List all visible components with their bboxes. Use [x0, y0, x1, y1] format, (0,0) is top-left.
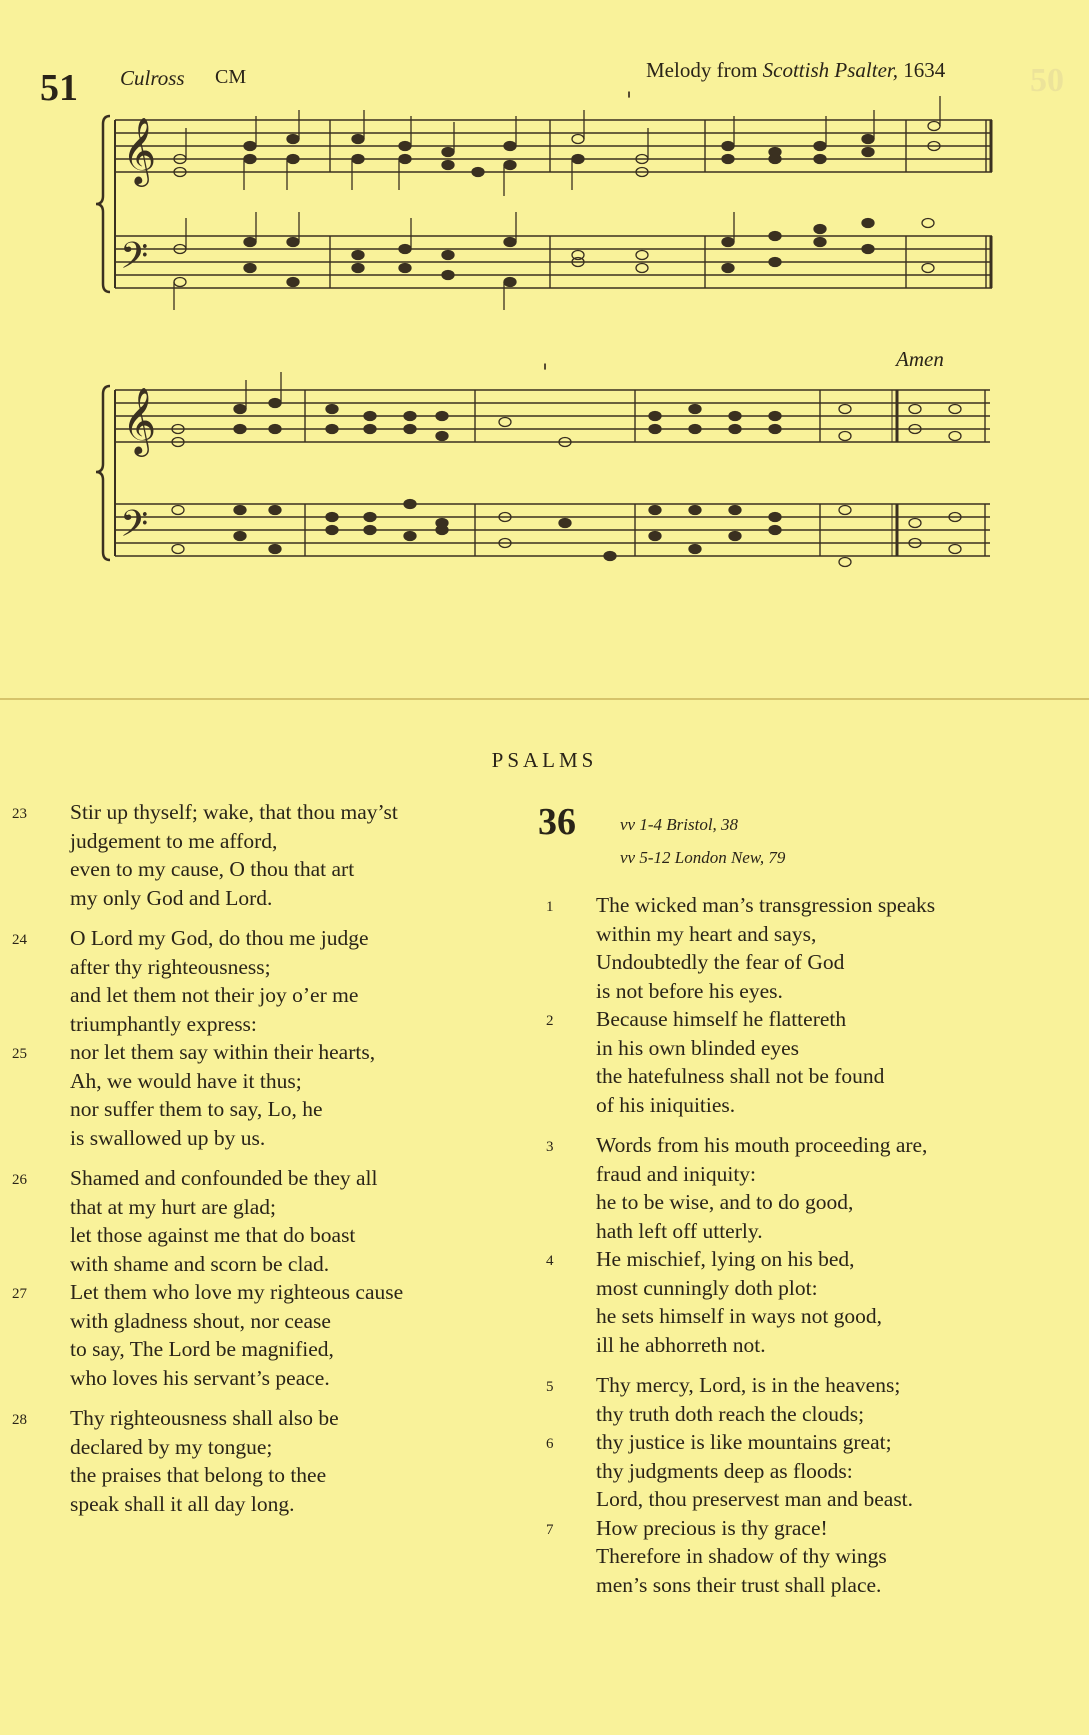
verse-line: nor let them say within their hearts, — [70, 1040, 376, 1064]
tune-reference-2: vv 5-12 London New, 79 — [620, 848, 786, 867]
verse-number: 26 — [12, 1172, 27, 1188]
verse-line: that at my hurt are glad; — [70, 1194, 276, 1219]
verse-line: even to my cause, O thou that art — [70, 857, 355, 881]
verse-line: Thy mercy, Lord, is in the heavens; — [596, 1373, 901, 1397]
verse-line: O Lord my God, do thou me judge — [70, 926, 369, 950]
section-title: PSALMS — [491, 748, 598, 772]
verse — [546, 1245, 935, 1359]
verse-line: the hatefulness shall not be found — [596, 1064, 885, 1088]
verse — [12, 798, 403, 912]
tune-name: Culross — [120, 66, 185, 90]
verse-line: triumphantly express: — [70, 1011, 257, 1036]
verse — [546, 1428, 935, 1514]
verse — [546, 1514, 935, 1600]
verse-line: Thy righteousness shall also be — [70, 1406, 339, 1430]
left-column — [12, 798, 404, 1518]
verse-line: men’s sons their trust shall place. — [596, 1572, 882, 1597]
verse-line: in his own blinded eyes — [596, 1035, 800, 1060]
verse-line: He mischief, lying on his bed, — [596, 1247, 855, 1271]
tune-meter: CM — [215, 66, 247, 88]
verse-line: nor suffer them to say, Lo, he — [70, 1097, 323, 1121]
verse-line: Because himself he flattereth — [596, 1007, 847, 1031]
verse — [546, 1005, 935, 1119]
verse-line: after thy righteousness; — [70, 954, 271, 979]
verse-number: 24 — [12, 932, 27, 948]
verse-line: with shame and scorn be clad. — [70, 1251, 330, 1276]
verse — [546, 1131, 935, 1245]
notes — [172, 96, 961, 567]
verse-line: fraud and iniquity: — [596, 1161, 757, 1186]
verse-number: 4 — [546, 1253, 554, 1269]
amen-label: Amen — [896, 347, 944, 371]
verse-line: is swallowed up by us. — [70, 1125, 266, 1150]
verse-line: Lord, thou preservest man and beast. — [596, 1487, 914, 1511]
verse — [12, 1278, 404, 1392]
verse-number: 23 — [12, 806, 27, 822]
verse-line: who loves his servant’s peace. — [70, 1365, 330, 1390]
verse-line: and let them not their joy o’er me — [70, 983, 359, 1007]
ghost-hymn-number: 50 — [1030, 62, 1064, 99]
hymn-number: 51 — [40, 67, 78, 109]
verse-line: Stir up thyself; wake, that thou may’st — [70, 800, 398, 824]
verse — [12, 1164, 403, 1278]
section-divider — [0, 698, 1089, 700]
melody-source: Melody from Scottish Psalter, 1634 — [646, 58, 946, 82]
verse-line: he sets himself in ways not good, — [596, 1304, 883, 1328]
verse-line: Undoubtedly the fear of God — [596, 950, 845, 974]
verse-number: 1 — [546, 899, 554, 915]
verse-number: 5 — [546, 1379, 554, 1395]
bass-clef-icon: 𝄢 — [120, 235, 149, 286]
breath-mark-icon: ' — [626, 89, 633, 114]
verse-line: ill he abhorreth not. — [596, 1332, 766, 1357]
verse — [12, 1038, 403, 1152]
verse-number: 3 — [546, 1139, 554, 1155]
verse-line: hath left off utterly. — [596, 1218, 763, 1243]
verse-number: 2 — [546, 1013, 554, 1029]
verse-line: is not before his eyes. — [596, 978, 783, 1003]
verse-line: Therefore in shadow of thy wings — [596, 1544, 887, 1568]
verse — [12, 924, 403, 1038]
psalm-number: 36 — [538, 801, 576, 843]
verse-line: Ah, we would have it thus; — [70, 1068, 302, 1093]
verse-line: declared by my tongue; — [70, 1434, 273, 1459]
bass-clef-icon: 𝄢 — [120, 503, 149, 554]
verse-line: the praises that belong to thee — [70, 1463, 327, 1487]
verse-line: thy judgments deep as floods: — [596, 1458, 853, 1483]
verse-line: most cunningly doth plot: — [596, 1275, 818, 1300]
treble-clef-icon: 𝄞 — [122, 386, 157, 454]
verse — [546, 891, 936, 1005]
verse-line: speak shall it all day long. — [70, 1491, 295, 1516]
verse-line: How precious is thy grace! — [596, 1515, 828, 1540]
right-column — [546, 891, 936, 1599]
verse-number: 7 — [546, 1521, 554, 1538]
breath-mark-icon: ' — [542, 361, 549, 386]
verse-line: to say, The Lord be magnified, — [70, 1337, 334, 1361]
verse-number: 25 — [12, 1046, 27, 1062]
treble-clef-icon: 𝄞 — [122, 116, 157, 184]
verse — [12, 1404, 403, 1518]
tune-reference-1: vv 1-4 Bristol, 38 — [620, 815, 739, 834]
verse-line: judgement to me afford, — [70, 828, 278, 853]
verse — [546, 1371, 935, 1428]
verse-line: The wicked man’s transgression speaks — [596, 893, 936, 917]
verse-line: within my heart and says, — [596, 921, 817, 946]
verse-line: with gladness shout, nor cease — [70, 1308, 331, 1333]
verse-number: 27 — [12, 1286, 27, 1302]
verse-number: 6 — [546, 1436, 554, 1452]
music-score — [0, 0, 1089, 600]
verse-line: thy justice is like mountains great; — [596, 1430, 892, 1454]
verse-line: Let them who love my righteous cause — [70, 1280, 404, 1304]
verse-line: he to be wise, and to do good, — [596, 1190, 854, 1214]
verse-line: thy truth doth reach the clouds; — [596, 1401, 865, 1426]
verse-line: my only God and Lord. — [70, 885, 273, 910]
verse-number: 28 — [12, 1412, 27, 1428]
verse-line: Words from his mouth proceeding are, — [596, 1133, 928, 1157]
verse-line: of his iniquities. — [596, 1092, 736, 1117]
verse-line: let those against me that do boast — [70, 1223, 356, 1247]
verse-line: Shamed and confounded be they all — [70, 1166, 378, 1190]
